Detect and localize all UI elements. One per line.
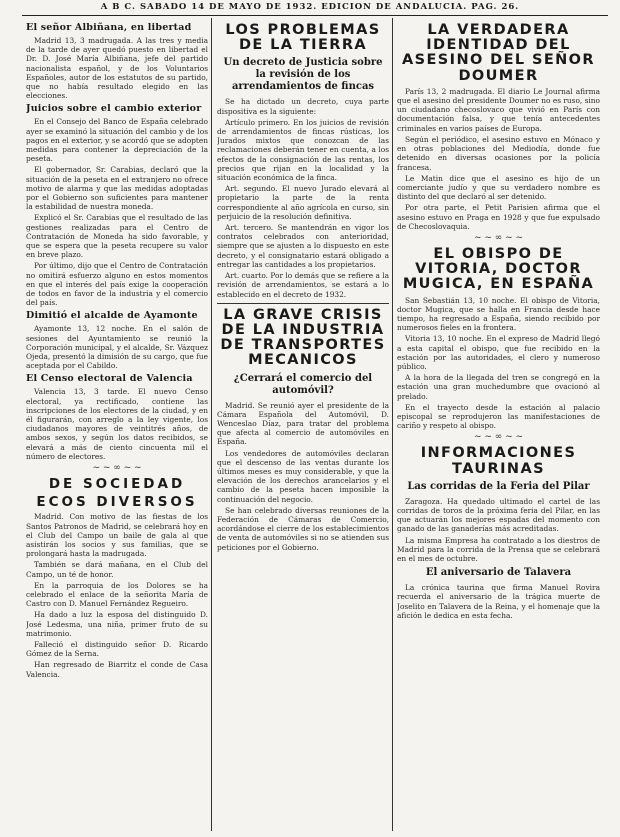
tierra-headline: LOS PROBLEMAS DE LA TIERRA [225, 22, 381, 54]
tierra-body-2: Artículo primero. En los juicios de revisión de arrendamientos de fincas rústicas, los Jurados mixtos que conozcan de las reclamaciones deberán tener en cuenta, a los efectos de la consignación de las rentas, los precios que rijan en la localidad y la situación económica de la finca. [217, 117, 389, 183]
column-divider-2 [392, 18, 393, 831]
ornament-divider: ~ ~ ∞ ~ ~ [92, 463, 142, 473]
sociedad-headline: DE SOCIEDAD [48, 476, 186, 492]
sociedad-body-2: También se dará mañana, en el Club del Campo, un té de honor. [26, 560, 208, 579]
obispo-body-1: San Sebastián 13, 10 noche. El obispo de Vitoria, doctor Mugica, que se halla en Francia desde hace tiempo, ha regresado a España, siendo recibido por numerosos fieles en la frontera. [397, 295, 600, 333]
header-rule [22, 15, 608, 16]
doumer-body-1: París 13, 2 madrugada. El diario Le Journal afirma que el asesino del presidente Doumer no es ruso, sino un ciudadano checoslovaco que vivió en París con documentación falsa, y que tenía antecedentes criminales en varios países de Europa. [397, 86, 600, 133]
ornament-divider: ~ ~ ∞ ~ ~ [473, 232, 524, 243]
ecos-headline: ECOS DIVERSOS [36, 494, 198, 511]
taurinas-body-1: Zaragoza. Ha quedado ultimado el cartel de las corridas de toros de la próxima feria del Pilar, en las que actuarán los mejores espadas del momento con ganado de las ganaderías más acreditadas. [397, 496, 600, 534]
transportes-headline: LA GRAVE CRISIS DE LA INDUSTRIA DE TRANSPORTES MECANICOS [220, 306, 386, 369]
talavera-body: La crónica taurina que firma Manuel Rovira recuerda el aniversario de la trágica muerte de Joselito en Talavera de la Reina, y el homenaje que la afición le dedica en esta fecha. [397, 583, 600, 620]
doumer-body-2: Según el periódico, el asesino estuvo en Mónaco y en otras poblaciones del Mediodía, donde fue detenido en diversas ocasiones por la policía francesa. [397, 134, 600, 172]
tierra-subheadline: Un decreto de Justicia sobre la revisión de los arrendamientos de fincas [223, 57, 383, 93]
censo-headline: El Censo electoral de Valencia [26, 373, 193, 385]
page-header: A B C. SABADO 14 DE MAYO DE 1932. EDICION DE ANDALUCIA. PAG. 26. [100, 2, 520, 12]
albinana-headline: El señor Albiñana, en libertad [26, 22, 192, 33]
albinana-body: Madrid 13, 3 madrugada. A las tres y media de la tarde de ayer quedó puesto en libertad el Dr. D. José María Albiñana, jefe del partido nacionalista español, y de los Voluntarios Españoles, autor de los estatutos de su partido, que no había resultado elegido en las elecciones. [26, 35, 208, 101]
sociedad-body-3: En la parroquia de los Dolores se ha celebrado el enlace de la señorita María de Castro con D. Manuel Fernández Regueiro. [26, 580, 208, 609]
column-divider-1 [211, 18, 212, 831]
doumer-body-4: Por otra parte, el Petit Parisien afirma que el asesino estuvo en Praga en 1928 y que fue expulsado de Checoslovaquia. [397, 203, 600, 231]
tierra-body-4: Art. tercero. Se mantendrán en vigor los contratos celebrados con anterioridad, siempre que se ajusten a lo dispuesto en este decreto, y el consignatario estará obligado a entregar las cantidades a los propietarios. [217, 223, 389, 269]
doumer-headline: LA VERDADERA IDENTIDAD DEL ASESINO DEL SEÑOR DOUMER [402, 22, 595, 84]
cambio-headline: Juicios sobre el cambio exterior [26, 103, 202, 115]
censo-body: Valencia 13, 3 tarde. El nuevo Censo electoral, ya rectificado, contiene las inscripciones de los electores de la ciudad, y en él figurarán, con arreglo a la ley vigente, los ciudadanos mayores de veintitrés años, de ambos sexos, y según los datos recibidos, se elevará a más de ciento cincuenta mil el número de electores. [26, 387, 208, 461]
sociedad-body-5: Falleció el distinguido señor D. Ricardo Gómez de la Serna. [26, 639, 208, 659]
pilar-subheadline: Las corridas de la Feria del Pilar [407, 480, 590, 492]
cambio-body-1: En el Consejo del Banco de España celebrado ayer se examinó la situación del cambio y de los pagos en el exterior, y se acordó que se adopten medidas para contener la depreciación de la peseta. [26, 117, 208, 164]
obispo-body-3: A la hora de la llegada del tren se congregó en la estación una gran muchedumbre que ovacionó al prelado. [397, 373, 600, 401]
taurinas-headline: INFORMACIONES TAURINAS [420, 445, 577, 477]
column-2 [217, 19, 389, 831]
transportes-body-2: Los vendedores de automóviles declaran que el descenso de las ventas durante los últimos meses es muy considerable, y que la elevación de los derechos arancelarios y el cambio de la peseta hacen imposible la continuación del negocio. [217, 448, 389, 504]
sociedad-body-6: Han regresado de Biarritz el conde de Casa Valencia. [26, 660, 208, 679]
transportes-body-3: Se han celebrado diversas reuniones de la Federación de Cámaras de Comercio, acordándose el cierre de los establecimientos de venta de automóviles si no se atienden sus peticiones por el Gobierno. [217, 505, 389, 552]
talavera-subheadline: El aniversario de Talavera [425, 567, 572, 579]
obispo-body-4: En el trayecto desde la estación al palacio episcopal se reprodujeron las manifestaciones de cariño y respeto al obispo. [397, 402, 600, 431]
cambio-body-4: Por último, dijo que el Centro de Contratación no omitirá esfuerzo alguno en estos momentos en que el interés del país exige la cooperación de todos en favor de la industria y el comercio del país. [26, 261, 208, 308]
section-rule [217, 303, 389, 304]
tierra-body-3: Art. segundo. El nuevo Jurado elevará al propietario la parte de la renta correspondiente al año agrícola en curso, sin perjuicio de la resolución definitiva. [217, 184, 389, 221]
column-1 [26, 19, 208, 831]
obispo-headline: EL OBISPO DE VITORIA, DOCTOR MUGICA, EN ESPAÑA [402, 245, 595, 293]
transportes-subheadline: ¿Cerrará el comercio del automóvil? [233, 372, 373, 396]
tierra-body-1: Se ha dictado un decreto, cuya parte dispositiva es la siguiente: [217, 97, 389, 116]
ayamonte-headline: Dimitió el alcalde de Ayamonte [26, 310, 198, 322]
sociedad-body-4: Ha dado a luz la esposa del distinguido D. José Ledesma, una niña, primer fruto de su matrimonio. [26, 610, 208, 638]
cambio-body-3: Explicó el Sr. Carabias que el resultado de las gestiones realizadas para el Centro de Contratación de Moneda ha sido favorable, y que se espera que la peseta recupere su valor en breve plazo. [26, 213, 208, 260]
sociedad-body-1: Madrid. Con motivo de las fiestas de los Santos Patronos de Madrid, se celebrará hoy en el Club del Campo un baile de gala al que asistirán los socios y sus familias, que se prolongará hasta la madrugada. [26, 512, 208, 559]
taurinas-body-2: La misma Empresa ha contratado a los diestros de Madrid para la corrida de la Prensa que se celebrará en el mes de octubre. [397, 535, 600, 564]
doumer-body-3: Le Matin dice que el asesino es hijo de un comerciante judío y que su verdadero nombre es distinto del que declaró al ser detenido. [397, 173, 600, 202]
obispo-body-2: Vitoria 13, 10 noche. En el expreso de Madrid llegó a esta capital el obispo, que fue recibido en la estación por las autoridades, el clero y numeroso público. [397, 334, 600, 371]
ornament-divider: ~ ~ ∞ ~ ~ [473, 432, 524, 443]
tierra-body-5: Art. cuarto. Por lo demás que se refiere a la revisión de arrendamientos, se estará a lo establecido en el decreto de 1932. [217, 271, 389, 299]
ayamonte-body: Ayamonte 13, 12 noche. En el salón de sesiones del Ayuntamiento se reunió la Corporación municipal, y el alcalde, Sr. Vázquez Ojeda, presentó la dimisión de su cargo, que fue aceptada por el Cabildo. [26, 324, 208, 371]
cambio-body-2: El gobernador, Sr. Carabias, declaró que la situación de la peseta en el extranjero no ofrece motivo de alarma y que las medidas adoptadas por el Gobierno son suficientes para mantener la estabilidad de nuestra moneda. [26, 165, 208, 212]
column-3 [397, 19, 600, 831]
transportes-body-1: Madrid. Se reunió ayer el presidente de la Cámara Española del Automóvil, D. Wenceslao Díaz, para tratar del problema que afecta al comercio de automóviles en España. [217, 400, 389, 447]
